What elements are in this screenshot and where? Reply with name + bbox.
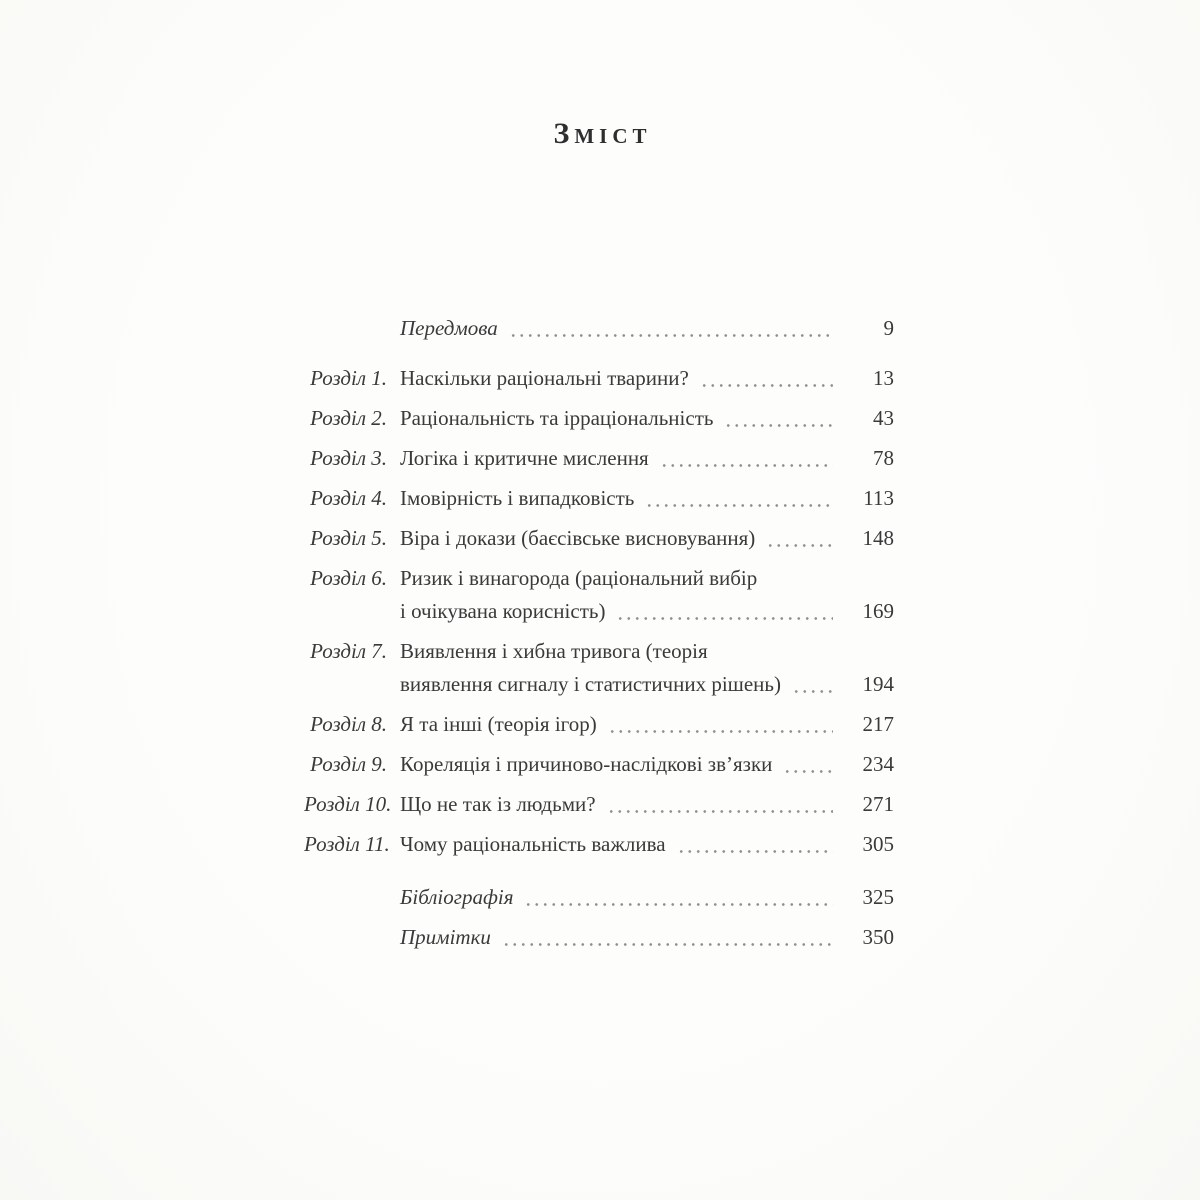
toc-entry: [304, 881, 894, 914]
toc-entry: [304, 635, 894, 701]
page-title: Зміст: [553, 117, 652, 150]
toc-entry-page-number: 78: [873, 446, 894, 470]
toc-entry: [304, 708, 894, 741]
toc-entry-page-number: 13: [873, 366, 894, 390]
toc-entry-page-number: 217: [862, 712, 894, 736]
toc-entry-title: [400, 362, 836, 395]
toc-entry-page-number: 305: [862, 832, 894, 856]
toc-entry-page-number: 194: [862, 672, 894, 696]
toc-entry-title-line: Логіка і критичне мислення: [400, 446, 649, 470]
toc-entry-chapter-label: Розділ 3.: [310, 446, 387, 470]
toc-entry-page-number: 148: [862, 526, 894, 550]
toc-entry-chapter-label: Розділ 7.: [310, 639, 387, 663]
toc-entry-chapter-label: Розділ 6.: [310, 566, 387, 590]
toc-section-back: [304, 881, 894, 954]
toc-entry-title-line: Кореляція і причиново-наслідкові зв’язки: [400, 752, 773, 776]
dot-leader: [645, 504, 833, 507]
toc-entry-page-number: 169: [862, 599, 894, 623]
dot-leader: [766, 544, 833, 547]
toc-entry: [304, 362, 894, 395]
toc-entry-title: [400, 708, 836, 741]
toc-entry-title-line: Наскільки раціональні тварини?: [400, 366, 689, 390]
toc-entry: [304, 788, 894, 821]
toc-entry: [304, 442, 894, 475]
toc-entry-title-line: Примітки: [400, 925, 491, 949]
toc-entry-chapter-label: Розділ 2.: [310, 406, 387, 430]
dot-leader: [607, 810, 833, 813]
toc-section-chapters: [304, 362, 894, 861]
toc-entry-title-line: Віра і докази (баєсівське висновування): [400, 526, 756, 550]
toc-entry-chapter-label: [304, 921, 400, 954]
toc-entry-title: [400, 312, 836, 345]
toc-entry-chapter-label: Розділ 10.: [304, 792, 392, 816]
toc-entry-page-number: 325: [862, 885, 894, 909]
toc-section-front: [304, 312, 894, 345]
toc-entry-chapter-label: Розділ 8.: [310, 712, 387, 736]
toc-entry-title-line: Імовірність і випадковість: [400, 486, 635, 510]
toc-entry-title-line: Раціональність та ірраціональність: [400, 406, 714, 430]
toc-entry-title: [400, 522, 836, 555]
toc-entry-page-number: 271: [862, 792, 894, 816]
toc-entry: [304, 522, 894, 555]
toc-entry: [304, 312, 894, 345]
toc-entry: [304, 402, 894, 435]
dot-leader: [783, 770, 833, 773]
toc-entry-title-line: Бібліографія: [400, 885, 514, 909]
dot-leader: [608, 730, 833, 733]
toc-entry-title-line: Ризик і винагорода (раціональний вибір: [400, 566, 758, 590]
dot-leader: [724, 424, 833, 427]
toc-entry-title: [400, 788, 836, 821]
toc-entry-title: [400, 562, 836, 628]
dot-leader: [792, 690, 833, 693]
toc-entry-title: [400, 828, 836, 861]
toc-entry-chapter-label: Розділ 9.: [310, 752, 387, 776]
toc-entry-chapter-label: Розділ 11.: [304, 832, 390, 856]
dot-leader: [660, 464, 833, 467]
toc-entry-title: [400, 748, 836, 781]
toc-entry-title: [400, 881, 836, 914]
dot-leader: [677, 850, 833, 853]
toc-entry: [304, 482, 894, 515]
toc-entry-title-line: виявлення сигналу і статистичних рішень): [400, 672, 781, 696]
toc-entry: [304, 748, 894, 781]
toc-entry-title: [400, 442, 836, 475]
dot-leader: [502, 943, 833, 946]
toc-entry-page-number: 43: [873, 406, 894, 430]
toc-entry-chapter-label: [304, 881, 400, 914]
dot-leader: [524, 903, 833, 906]
toc-entry-title-line: Передмова: [400, 316, 498, 340]
toc-entry-title-line: і очікувана корисність): [400, 599, 606, 623]
toc-entry-title: [400, 402, 836, 435]
toc-entry: [304, 562, 894, 628]
toc-entry-page-number: 234: [862, 752, 894, 776]
toc-entry-chapter-label: Розділ 4.: [310, 486, 387, 510]
toc-list: [304, 312, 894, 961]
toc-entry-page-number: 9: [883, 316, 894, 340]
toc-entry-chapter-label: Розділ 1.: [310, 366, 387, 390]
toc-entry-title: [400, 482, 836, 515]
toc-entry: [304, 828, 894, 861]
toc-entry-title-line: Чому раціональність важлива: [400, 832, 666, 856]
toc-entry-page-number: 350: [862, 925, 894, 949]
toc-entry-chapter-label: Розділ 5.: [310, 526, 387, 550]
toc-entry-title-line: Що не так із людьми?: [400, 792, 596, 816]
toc-entry-title: [400, 635, 836, 701]
toc-entry-title: [400, 921, 836, 954]
toc-entry-title-line: Виявлення і хибна тривога (теорія: [400, 639, 708, 663]
dot-leader: [700, 384, 833, 387]
toc-entry-page-number: 113: [863, 486, 894, 510]
dot-leader: [616, 617, 833, 620]
toc-entry-chapter-label: [304, 312, 400, 345]
dot-leader: [509, 334, 833, 337]
toc-entry-title-line: Я та інші (теорія ігор): [400, 712, 597, 736]
toc-entry: [304, 921, 894, 954]
